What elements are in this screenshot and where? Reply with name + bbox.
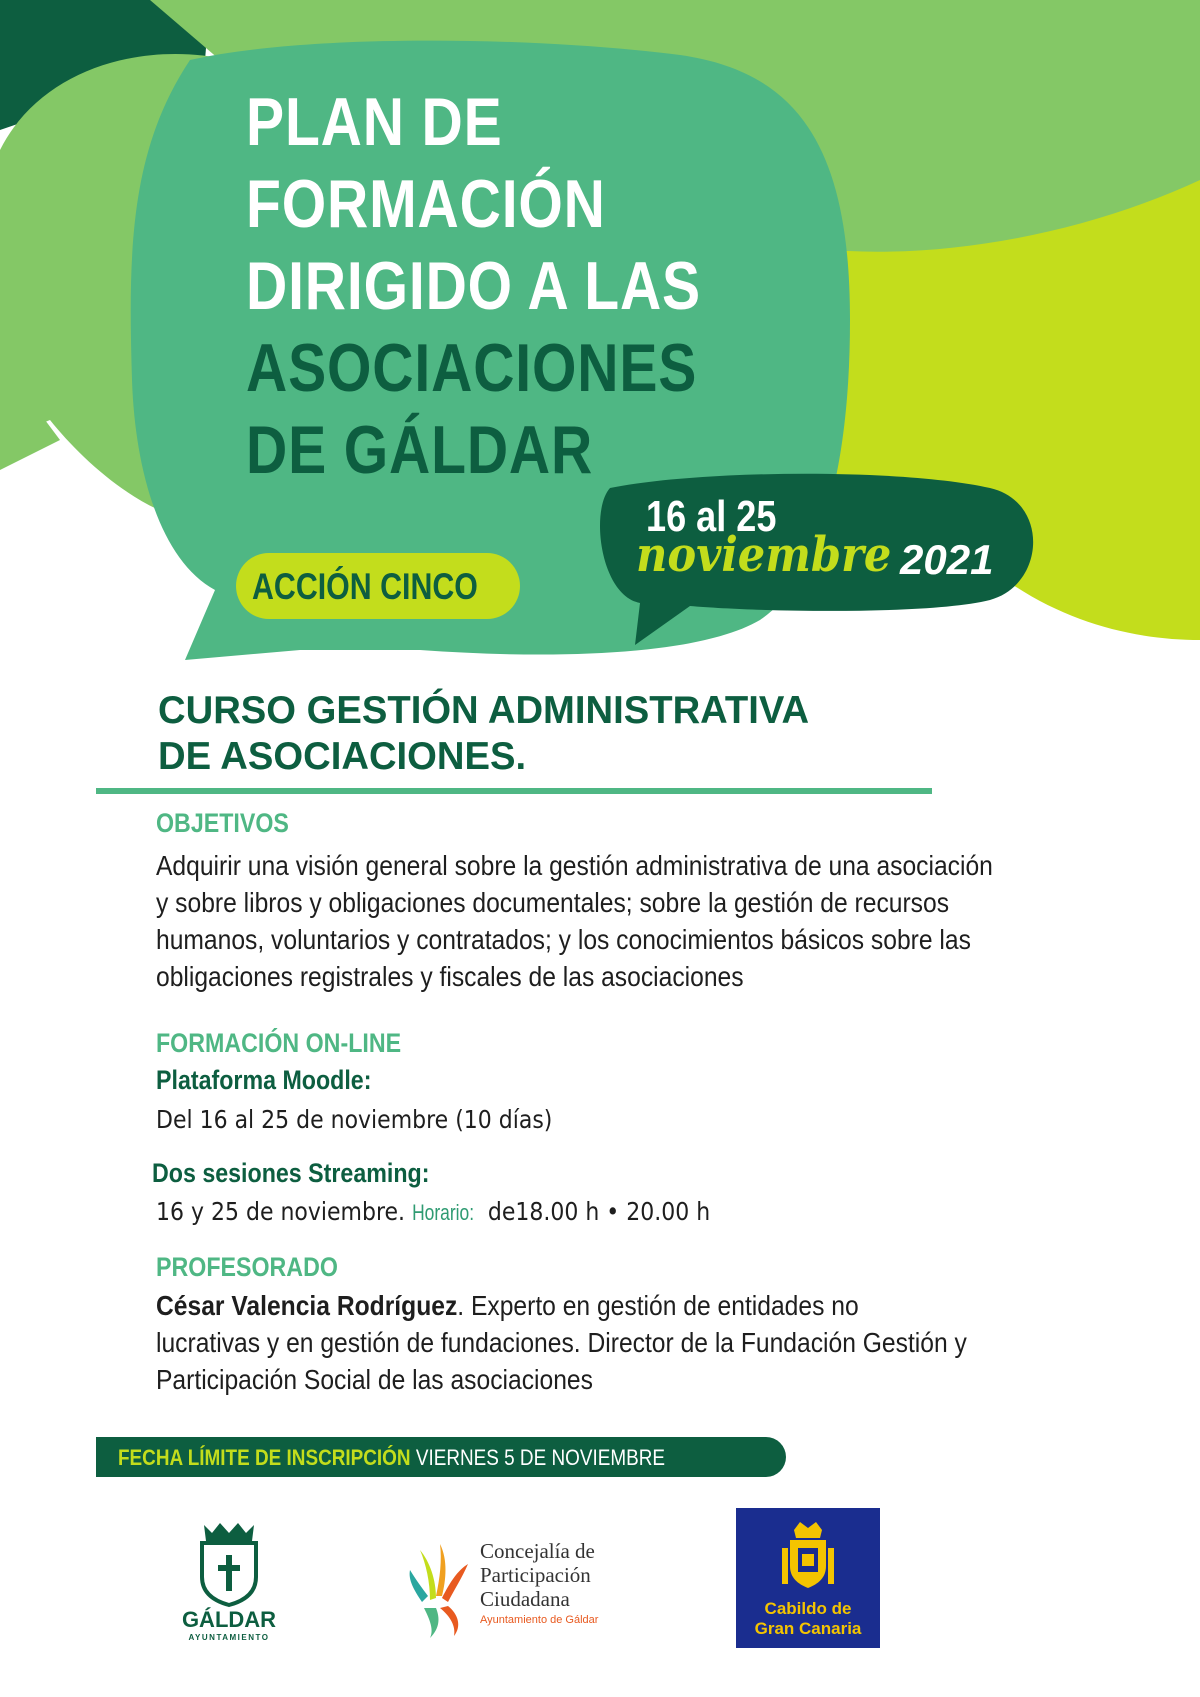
galdar-logo-sub: AYUNTAMIENTO (188, 1633, 270, 1642)
crown-icon (204, 1523, 254, 1541)
title-line-3: DIRIGIDO A LAS (246, 248, 701, 324)
cabildo-line-1: Cabildo de (764, 1599, 852, 1618)
concejalia-line-2: Participación (480, 1563, 591, 1587)
date-year: 2021 (900, 536, 994, 583)
objectives-line: obligaciones registrales y fiscales de las asociaciones (156, 961, 744, 992)
title-line-1: PLAN DE (246, 84, 503, 160)
hands-icon (410, 1544, 468, 1638)
course-title-line-2: DE ASOCIACIONES. (158, 735, 527, 778)
title-line-2: FORMACIÓN (246, 166, 606, 242)
teacher-name: César Valencia Rodríguez (156, 1290, 458, 1321)
streaming-label: Dos sesiones Streaming: (152, 1158, 430, 1188)
shield-cross (218, 1555, 240, 1591)
date-range: 16 al 25 (646, 492, 777, 541)
objectives-line: Adquirir una visión general sobre la gestión administrativa de una asociación (156, 850, 993, 881)
concejalia-line-1: Concejalía de (480, 1539, 595, 1563)
schedule-label: Horario: (412, 1200, 475, 1225)
teacher-heading: PROFESORADO (156, 1252, 338, 1282)
objectives-line: y sobre libros y obligaciones documentales; sobre la gestión de recursos (156, 887, 950, 918)
streaming-dates: 16 y 25 de noviembre. (156, 1197, 406, 1226)
divider (96, 788, 932, 794)
objectives-heading: OBJETIVOS (156, 808, 289, 838)
objectives-line: humanos, voluntarios y contratados; y los conocimientos básicos sobre las (156, 924, 971, 955)
deadline-value: VIERNES 5 DE NOVIEMBRE (410, 1445, 666, 1470)
course-title-line-1: CURSO GESTIÓN ADMINISTRATIVA (158, 689, 810, 732)
platform-label: Plataforma Moodle: (156, 1065, 372, 1095)
cabildo-line-2: Gran Canaria (754, 1619, 862, 1638)
online-heading: FORMACIÓN ON-LINE (156, 1028, 402, 1058)
title-line-5: DE GÁLDAR (246, 412, 594, 488)
action-label: ACCIÓN CINCO (252, 566, 478, 607)
schedule-value: de18.00 h • 20.00 h (487, 1197, 711, 1226)
concejalia-logo (400, 1530, 630, 1640)
deadline-label: FECHA LÍMITE DE INSCRIPCIÓN (118, 1445, 411, 1470)
teacher-text (156, 1287, 967, 1398)
concejalia-sub: Ayuntamiento de Gáldar (480, 1614, 599, 1626)
date-month: noviembre (636, 527, 892, 583)
deadline-text (118, 1445, 665, 1471)
teacher-desc-3: Participación Social de las asociaciones (156, 1364, 593, 1395)
objectives-text (156, 847, 993, 995)
concejalia-line-3: Ciudadana (480, 1587, 570, 1611)
course-title (158, 688, 809, 780)
galdar-logo (164, 1515, 294, 1645)
platform-dates: Del 16 al 25 de noviembre (10 días) (156, 1105, 553, 1134)
galdar-logo-name: GÁLDAR (181, 1607, 277, 1632)
streaming-line (156, 1193, 710, 1231)
teacher-desc-1: . Experto en gestión de entidades no (457, 1290, 859, 1321)
title-line-4: ASOCIACIONES (246, 330, 698, 406)
teacher-desc-2: lucrativas y en gestión de fundaciones. Director de la Fundación Gestión y (156, 1327, 967, 1358)
cabildo-logo (736, 1508, 880, 1648)
